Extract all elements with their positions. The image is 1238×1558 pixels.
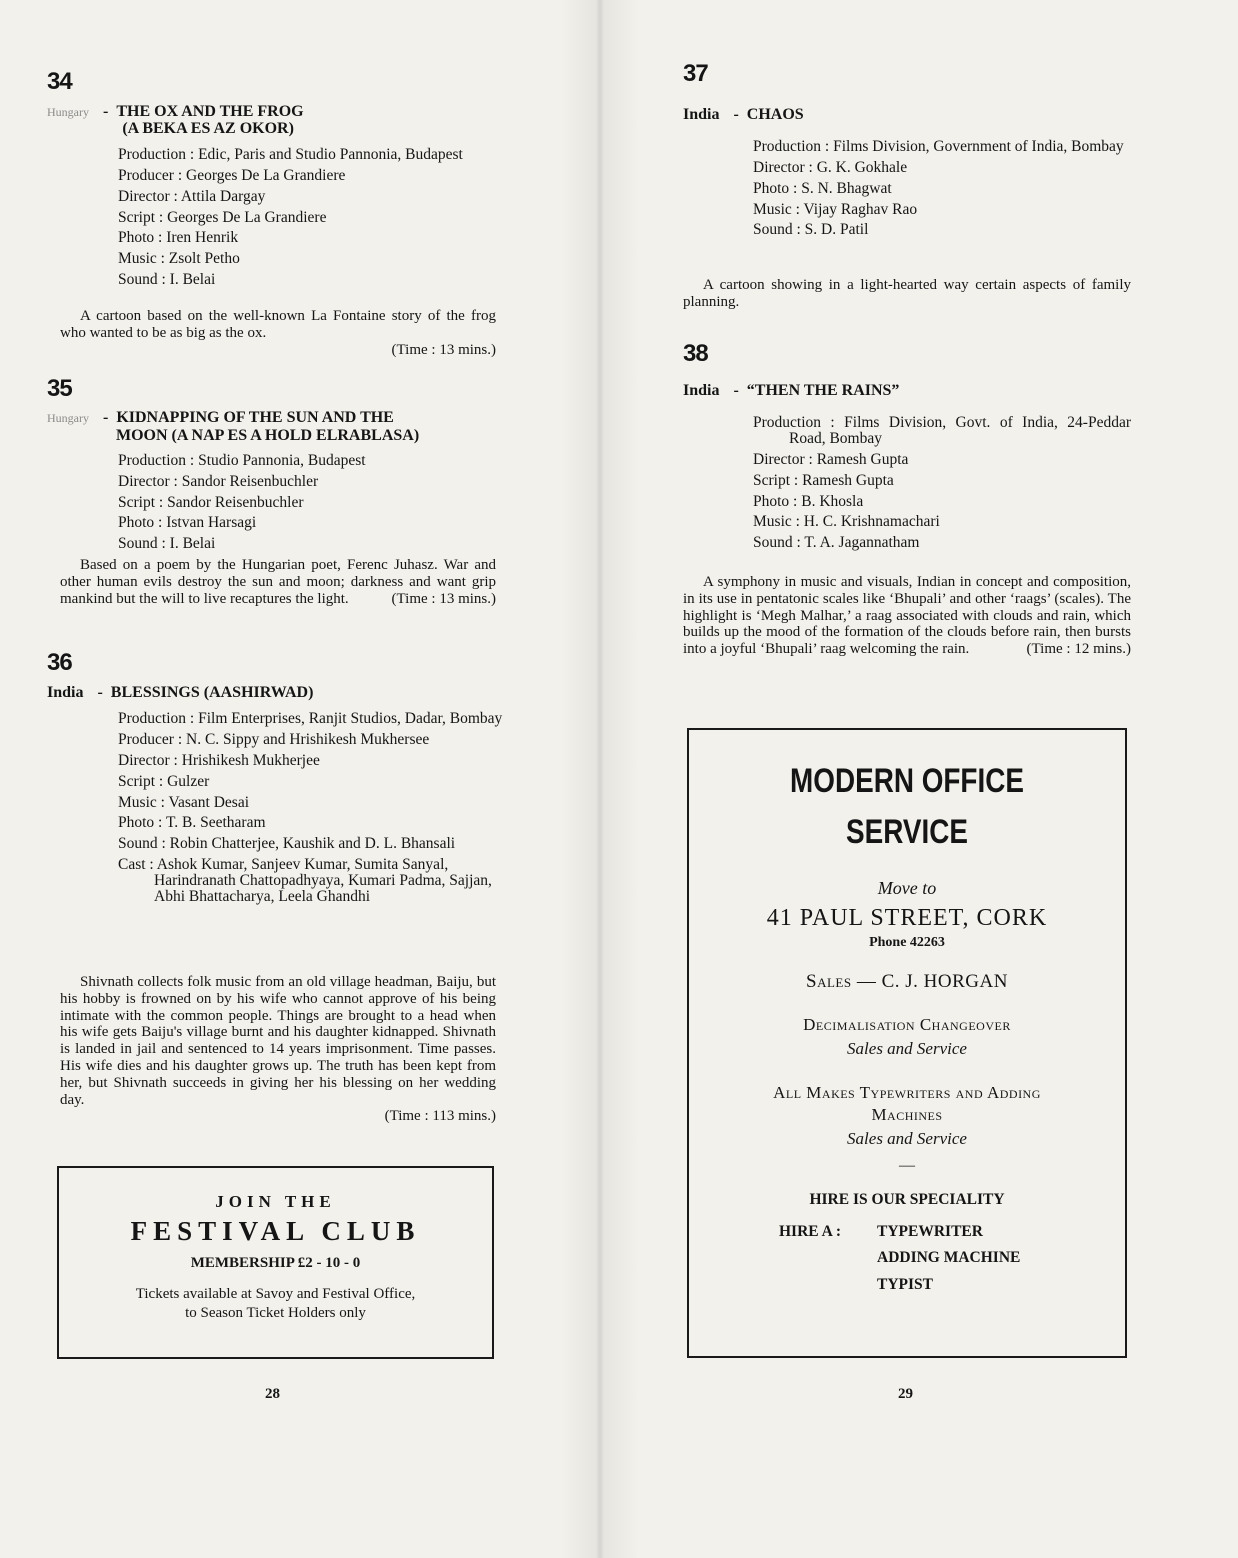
description-text: A cartoon based on the well-known La Fontaine story of the frog who wanted to be as big as the ox.	[60, 308, 496, 341]
entry-description	[60, 974, 496, 1125]
entry-time: (Time : 113 mins.)	[384, 1108, 496, 1125]
entry-heading: Hungary - KIDNAPPING OF THE SUN AND THE MOON (A NAP ES A HOLD ELRABLASA)	[47, 409, 517, 444]
credit-production: Production : Film Enterprises, Ranjit Studios, Dadar, Bombay	[118, 710, 503, 727]
ad-makes-line: Machines	[871, 1105, 943, 1124]
ad-move-to: Move to	[877, 878, 937, 898]
club-tickets-line: Tickets available at Savoy and Festival Office,	[135, 1286, 416, 1302]
club-join-line: JOIN THE	[215, 1192, 336, 1211]
entry-heading: India - “THEN THE RAINS”	[683, 382, 900, 399]
entry-credits	[753, 137, 1131, 241]
credit-producer: Producer : N. C. Sippy and Hrishikesh Mukhersee	[118, 731, 430, 748]
credit-director: Director : G. K. Gokhale	[753, 159, 908, 176]
club-title: FESTIVAL CLUB	[130, 1216, 421, 1246]
credit-sound: Sound : I. Belai	[118, 270, 216, 288]
entry-country: India	[683, 106, 720, 123]
credit-director: Director : Ramesh Gupta	[753, 451, 909, 468]
entry-number: 38	[683, 340, 708, 367]
entry-country: India	[47, 684, 84, 701]
ad-hire-label: HIRE A :	[779, 1223, 842, 1240]
credit-script: Script : Gulzer	[118, 772, 210, 790]
entry-heading: India - BLESSINGS (AASHIRWAD)	[47, 684, 314, 701]
entry-title	[116, 409, 394, 426]
credit-director: Director : Attila Dargay	[118, 187, 266, 205]
entry-credits	[118, 145, 503, 291]
ad-makes-line: All Makes Typewriters and Adding	[773, 1083, 1041, 1102]
entry-title	[747, 106, 804, 123]
entry-number: 37	[683, 60, 708, 87]
title-line: “THEN THE RAINS”	[746, 382, 900, 399]
title-line: THE OX AND THE FROG	[116, 103, 304, 120]
entry-credits	[753, 413, 1131, 554]
entry-description	[60, 308, 496, 358]
entry-number: 36	[47, 649, 72, 676]
credit-script: Script : Ramesh Gupta	[753, 471, 894, 489]
club-membership: MEMBERSHIP £2 - 10 - 0	[190, 1255, 361, 1271]
credit-producer: Producer : Georges De La Grandiere	[118, 167, 346, 184]
festival-club-box	[57, 1166, 494, 1359]
credit-music: Music : H. C. Krishnamachari	[753, 513, 940, 531]
credit-production: Production : Studio Pannonia, Budapest	[118, 452, 366, 469]
entry-title	[111, 684, 314, 701]
ad-hire-item: TYPIST	[877, 1276, 933, 1293]
entry-heading: Hungary - THE OX AND THE FROG (A BEKA ES AZ OKOR)	[47, 103, 304, 137]
credit-script: Script : Sandor Reisenbuchler	[118, 493, 304, 511]
credit-photo: Photo : B. Khosla	[753, 492, 864, 510]
entry-country: Hungary	[47, 105, 89, 119]
office-service-ad	[687, 728, 1127, 1358]
description-text: Shivnath collects folk music from an old village headman, Baiju, but his hobby is frowned on by his wife who cannot approve of his being intimate with the common people. Things are brought to a head when his wife gets Baiju's village burnt and his daughter kidnapped. Shivnath is landed in jail and sentenced to 14 years imprisonment. Time passes. His wife dies and his daughter grows up. The truth has been kept from her, but Shivnath succeeds in giving her his blessing on her wedding day.	[60, 974, 496, 1108]
entry-credits	[118, 709, 503, 908]
credit-production: Production : Edic, Paris and Studio Pannonia, Budapest	[118, 146, 463, 163]
entry-number: 35	[47, 375, 72, 402]
entry-country: Hungary	[47, 411, 89, 425]
credit-sound: Sound : Robin Chatterjee, Kaushik and D. L. Bhansali	[118, 835, 456, 853]
credit-director: Director : Sandor Reisenbuchler	[118, 472, 319, 490]
credit-production: Production : Films Division, Government of India, Bombay	[753, 138, 1124, 155]
entry-time: (Time : 13 mins.)	[391, 341, 496, 358]
entry-title	[747, 382, 900, 399]
entry-number: 34	[47, 68, 72, 95]
credit-photo: Photo : Iren Henrik	[118, 229, 239, 247]
description-text: A symphony in music and visuals, Indian in concept and composition, in its use in pentatonic scales like ‘Bhupali’ and other ‘raags’ (scales). The highlight is ‘Megh Malhar,’ a raag associated with clouds and rain, which builds up the mood of the formation of the clouds before rain, then bursts into a joyful ‘Bhupali’ raag welcoming the rain.	[683, 574, 1131, 658]
ad-hire-item: ADDING MACHINE	[877, 1249, 1021, 1266]
ad-sales-service: Sales and Service	[847, 1039, 967, 1058]
credit-photo: Photo : Istvan Harsagi	[118, 514, 257, 532]
ad-phone: Phone 42263	[869, 935, 945, 950]
ad-decimalisation: Decimalisation Changeover	[803, 1015, 1011, 1034]
entry-description	[683, 574, 1131, 658]
credit-sound: Sound : T. A. Jagannatham	[753, 534, 920, 552]
credit-photo: Photo : S. N. Bhagwat	[753, 179, 892, 197]
right-page	[620, 0, 1238, 1558]
ad-sales-service: Sales and Service	[847, 1129, 967, 1148]
credit-production: Production : Films Division, Govt. of India, 24-Peddar Road, Bombay	[753, 414, 1131, 447]
credit-sound: Sound : I. Belai	[118, 535, 216, 553]
entry-time: (Time : 13 mins.)	[391, 590, 496, 607]
ad-sales: Sales — C. J. HORGAN	[806, 971, 1008, 992]
credit-music: Music : Vasant Desai	[118, 793, 250, 811]
ad-hire-list	[689, 1223, 1125, 1313]
ad-title-line: MODERN OFFICE	[790, 762, 1024, 800]
entry-time: (Time : 12 mins.)	[1026, 641, 1131, 658]
club-tickets-line: to Season Ticket Holders only	[185, 1305, 366, 1321]
ad-hire-speciality: HIRE IS OUR SPECIALITY	[809, 1191, 1005, 1208]
title-line: MOON (A NAP ES A HOLD ELRABLASA)	[116, 427, 420, 444]
entry-country: India	[683, 382, 720, 399]
title-line: (A BEKA ES AZ OKOR)	[122, 120, 294, 137]
entry-description	[60, 557, 496, 607]
credit-script: Script : Georges De La Grandiere	[118, 208, 327, 226]
credit-music: Music : Vijay Raghav Rao	[753, 200, 918, 218]
entry-heading: India - CHAOS	[683, 106, 804, 123]
ad-title-line: SERVICE	[846, 813, 968, 851]
credit-director: Director : Hrishikesh Mukherjee	[118, 752, 320, 769]
ad-divider: —	[899, 1157, 915, 1174]
title-line: CHAOS	[746, 106, 804, 123]
credit-photo: Photo : T. B. Seetharam	[118, 814, 266, 832]
title-line: BLESSINGS (AASHIRWAD)	[110, 684, 314, 701]
credit-sound: Sound : S. D. Patil	[753, 221, 869, 239]
credit-music: Music : Zsolt Petho	[118, 250, 240, 268]
ad-address: 41 PAUL STREET, CORK	[766, 905, 1048, 931]
description-text: Based on a poem by the Hungarian poet, Ferenc Juhasz. War and other human evils destroy the sun and moon; darkness and want grip mankind but the will to live recaptures the light.	[60, 557, 496, 607]
page-number: 29	[898, 1386, 913, 1402]
title-line: KIDNAPPING OF THE SUN AND THE	[116, 409, 394, 426]
left-page	[0, 0, 600, 1558]
page-number: 28	[265, 1386, 280, 1402]
description-text: A cartoon showing in a light-hearted way certain aspects of family planning.	[683, 277, 1131, 310]
entry-credits	[118, 451, 503, 555]
ad-hire-item: TYPEWRITER	[877, 1223, 983, 1240]
entry-title	[116, 103, 303, 137]
entry-description	[683, 277, 1131, 311]
credit-cast: Cast : Ashok Kumar, Sanjeev Kumar, Sumita Sanyal, Harindranath Chattopadhyaya, Kumari Padma, Sajjan, Abhi Bhattacharya, Leela Ghandhi	[118, 856, 492, 906]
